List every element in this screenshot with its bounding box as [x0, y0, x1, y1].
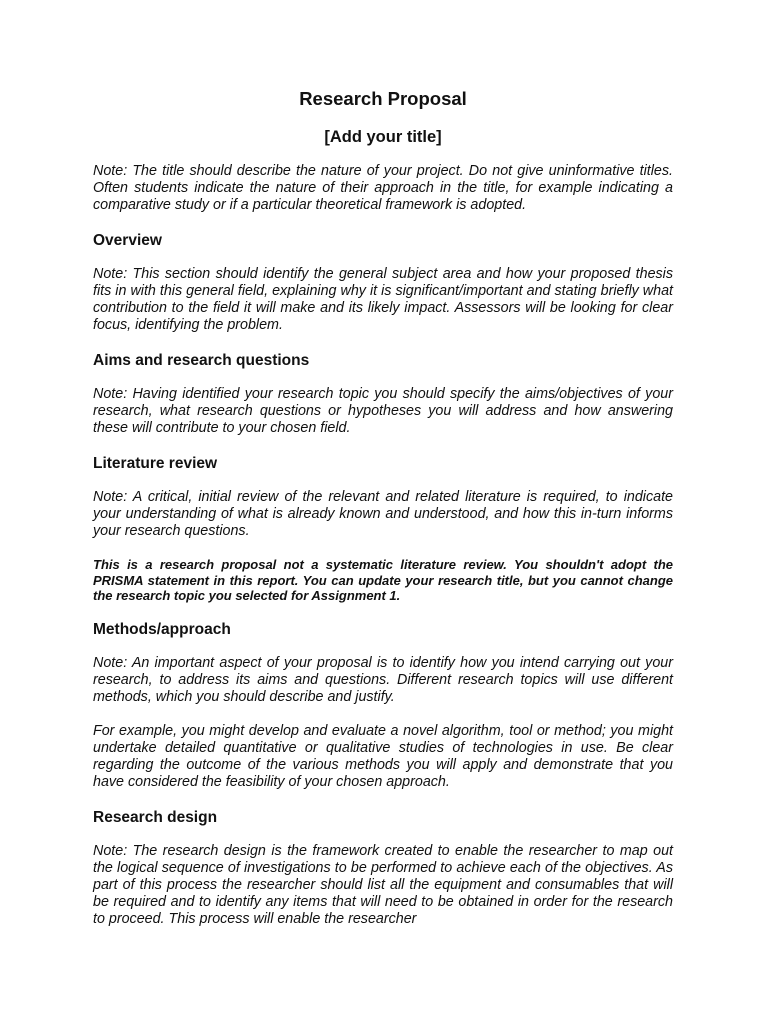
title-note: Note: The title should describe the nature of your project. Do not give uninformative titles. Often students indicate the nature of their approach in the title, for example indicating a comparative study or if a particular theoretical framework is adopted. [93, 163, 673, 213]
research-design-note: Note: The research design is the framework created to enable the researcher to map out the logical sequence of investigations to be performed to achieve each of the objectives. As part of this process the researcher should list all the equipment and consumables that will be required and to identify any items that will need to be obtained in order for the research to proceed. This process will enable the researcher [93, 842, 673, 927]
literature-review-note: Note: A critical, initial review of the relevant and related literature is required, to indicate your understanding of what is already known and understood, and how this in-turn informs your research questions. [93, 489, 673, 539]
methods-note: Note: An important aspect of your proposal is to identify how you intend carrying out your research, to address its aims and questions. Different research topics will use different methods, which you should describe and justify. [93, 654, 673, 705]
heading-overview: Overview [93, 232, 162, 249]
overview-note: Note: This section should identify the general subject area and how your proposed thesis fits in with this general field, explaining why it is significant/important and stating briefly what contribution to the field it will make and its likely impact. Assessors will be looking for clear focus, identifying the problem. [93, 266, 673, 333]
heading-literature-review: Literature review [93, 455, 218, 472]
document-title: Research Proposal [299, 88, 467, 109]
document-page [93, 86, 673, 928]
heading-methods: Methods/approach [93, 620, 231, 638]
heading-research-design: Research design [93, 808, 218, 826]
heading-aims: Aims and research questions [93, 352, 310, 369]
methods-example: For example, you might develop and evaluate a novel algorithm, tool or method; you might undertake detailed quantitative or qualitative studies of technologies in use. Be clear regarding the outcome of the various methods you will apply and demonstrate that you have considered the feasibility of your chosen approach. [93, 722, 673, 790]
aims-note: Note: Having identified your research topic you should specify the aims/objectives of your research, what research questions or hypotheses you will address and how answering these will contribute to your chosen field. [93, 386, 673, 436]
literature-review-emphasis: This is a research proposal not a systematic literature review. You shouldn't adopt the PRISMA statement in this report. You can update your research title, but you cannot change the research topic you selected for Assignment 1. [93, 557, 673, 603]
document-subtitle: [Add your title] [324, 128, 442, 146]
